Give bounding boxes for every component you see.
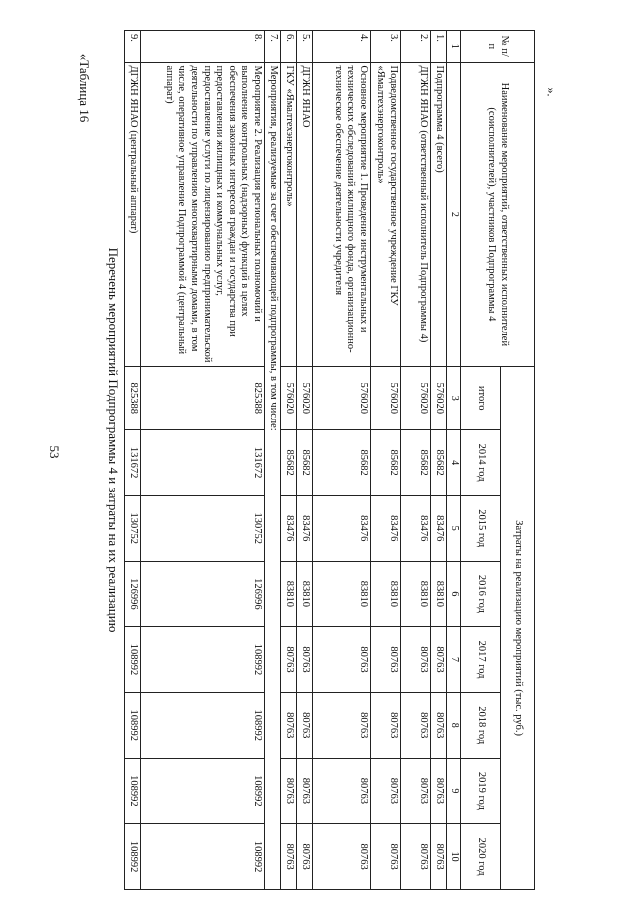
- header-no: № п/п: [461, 31, 535, 63]
- cell-value: 80763: [401, 627, 431, 693]
- header-year: 2017 год: [461, 627, 501, 693]
- cell-value: 83810: [281, 561, 297, 627]
- cell-value: 85682: [281, 430, 297, 496]
- cell-value: 85682: [371, 430, 401, 496]
- cell-value: 80763: [401, 692, 431, 758]
- table-row: [297, 31, 313, 890]
- row-no: 2.: [401, 31, 431, 63]
- header-year: 2016 год: [461, 561, 501, 627]
- cell-value: 80763: [401, 824, 431, 890]
- cell-value: 80763: [281, 692, 297, 758]
- cell-value: 83810: [297, 561, 313, 627]
- cell-value: 80763: [431, 824, 447, 890]
- cell-value: 80763: [297, 758, 313, 824]
- cell-value: 80763: [313, 692, 371, 758]
- cell-total: 576020: [371, 367, 401, 430]
- column-index: 5: [447, 495, 461, 561]
- measures-table: [124, 30, 535, 890]
- cell-value: 80763: [297, 692, 313, 758]
- cell-value: 80763: [281, 824, 297, 890]
- cell-value: 83476: [313, 495, 371, 561]
- cell-value: 83476: [431, 495, 447, 561]
- cell-value: 131672: [141, 430, 265, 496]
- row-no: 4.: [313, 31, 371, 63]
- cell-total: 576020: [313, 367, 371, 430]
- header-year: 2018 год: [461, 692, 501, 758]
- cell-value: 108992: [141, 627, 265, 693]
- row-no: 8.: [141, 31, 265, 63]
- column-index: 8: [447, 692, 461, 758]
- row-name: ГКУ «Ямалтехэнергоконтроль»: [281, 62, 297, 367]
- cell-value: 85682: [431, 430, 447, 496]
- cell-value: 108992: [125, 758, 141, 824]
- cell-value: 131672: [125, 430, 141, 496]
- cell-value: 80763: [401, 758, 431, 824]
- table-row: [431, 31, 447, 890]
- row-name: ДГЖН ЯНАО (центральный аппарат): [125, 62, 141, 367]
- column-index: 3: [447, 367, 461, 430]
- cell-value: 80763: [281, 627, 297, 693]
- cell-total: 576020: [431, 367, 447, 430]
- cell-value: 80763: [313, 758, 371, 824]
- cell-value: 80763: [313, 627, 371, 693]
- header-total: итого: [461, 367, 501, 430]
- row-no: 1.: [431, 31, 447, 63]
- row-no: 9.: [125, 31, 141, 63]
- cell-value: 108992: [141, 692, 265, 758]
- cell-total: 576020: [281, 367, 297, 430]
- cell-value: 83476: [371, 495, 401, 561]
- cell-value: 80763: [297, 824, 313, 890]
- cell-value: 83810: [431, 561, 447, 627]
- row-name: Подведомственное государственное учреждение ГКУ «Ямалтехэнергоконтроль»: [371, 62, 401, 367]
- header-year: 2019 год: [461, 758, 501, 824]
- cell-value: 130752: [141, 495, 265, 561]
- cell-value: 83810: [401, 561, 431, 627]
- cell-value: 108992: [125, 824, 141, 890]
- row-no: 3.: [371, 31, 401, 63]
- cell-value: 85682: [401, 430, 431, 496]
- column-index-row: [447, 31, 461, 890]
- row-no: 6.: [281, 31, 297, 63]
- cell-value: 83810: [313, 561, 371, 627]
- row-no: 5.: [297, 31, 313, 63]
- column-index: 4: [447, 430, 461, 496]
- table-row: [141, 31, 265, 890]
- header-name: Наименование мероприятий, ответственных исполнителей (соисполнителей), участников Подпрограммы 4: [461, 62, 535, 367]
- cell-value: 80763: [371, 758, 401, 824]
- document-title: Перечень мероприятий Подпрограммы 4 и затраты на их реализацию: [106, 247, 121, 633]
- page-number: 53: [47, 445, 62, 459]
- cell-value: 126996: [125, 561, 141, 627]
- cell-value: 83476: [401, 495, 431, 561]
- cell-value: 80763: [431, 627, 447, 693]
- table-row: [125, 31, 141, 890]
- header-year: 2015 год: [461, 495, 501, 561]
- cell-value: 80763: [371, 627, 401, 693]
- column-index: 2: [447, 62, 461, 367]
- row-name: Мероприятие 2. Реализация региональных полномочий и выполнение контрольных (надзорных) функций в целях обеспечения законных интересов граждан и государства при предоставлении жилищных и коммунальных услуг, предоставление услуги по лицензированию предпринимательской деятельности по управлению многоквартирными домами, в том числе, оперативное управление Подпрограммой 4 (центральный аппарат): [141, 62, 265, 367]
- row-name: ДГЖН ЯНАО: [297, 62, 313, 367]
- row-name: Подпрограмма 4 (всего): [431, 62, 447, 367]
- table-row: [371, 31, 401, 890]
- cell-value: 80763: [313, 824, 371, 890]
- table-row: [313, 31, 371, 890]
- header-year: 2020 год: [461, 824, 501, 890]
- row-name: Мероприятия, реализуемые за счет обеспечивающей подпрограммы, в том числе:: [265, 62, 281, 889]
- table-row: [281, 31, 297, 890]
- cell-value: 83476: [297, 495, 313, 561]
- column-index: 6: [447, 561, 461, 627]
- table-row: [265, 31, 281, 890]
- cell-value: 130752: [125, 495, 141, 561]
- column-index: 1: [447, 31, 461, 63]
- cell-value: 108992: [141, 758, 265, 824]
- cell-total: 576020: [297, 367, 313, 430]
- cell-value: 83476: [281, 495, 297, 561]
- column-index: 9: [447, 758, 461, 824]
- table-container: [128, 30, 535, 890]
- cell-value: 108992: [125, 627, 141, 693]
- cell-value: 108992: [141, 824, 265, 890]
- header-costs-group: Затраты на реализацию мероприятий (тыс. руб.): [501, 367, 535, 890]
- table-row: [401, 31, 431, 890]
- closing-quote-mark: ».: [544, 87, 559, 97]
- cell-value: 80763: [281, 758, 297, 824]
- row-name: Основное мероприятие 1. Проведение инструментальных и технических обследований жилищного фонда, организационно-техническое обеспечение деятельности учредителя: [313, 62, 371, 367]
- cell-total: 825388: [125, 367, 141, 430]
- cell-total: 825388: [141, 367, 265, 430]
- cell-value: 80763: [431, 758, 447, 824]
- cell-total: 576020: [401, 367, 431, 430]
- table-label: «Таблица 16: [77, 53, 92, 123]
- header-year: 2014 год: [461, 430, 501, 496]
- row-name: ДГЖН ЯНАО (ответственный исполнитель Подпрограммы 4): [401, 62, 431, 367]
- cell-value: 108992: [125, 692, 141, 758]
- row-no: 7.: [265, 31, 281, 63]
- cell-value: 80763: [431, 692, 447, 758]
- cell-value: 126996: [141, 561, 265, 627]
- cell-value: 80763: [297, 627, 313, 693]
- column-index: 7: [447, 627, 461, 693]
- column-index: 10: [447, 824, 461, 890]
- cell-value: 80763: [371, 692, 401, 758]
- cell-value: 83810: [371, 561, 401, 627]
- cell-value: 85682: [313, 430, 371, 496]
- cell-value: 85682: [297, 430, 313, 496]
- cell-value: 80763: [371, 824, 401, 890]
